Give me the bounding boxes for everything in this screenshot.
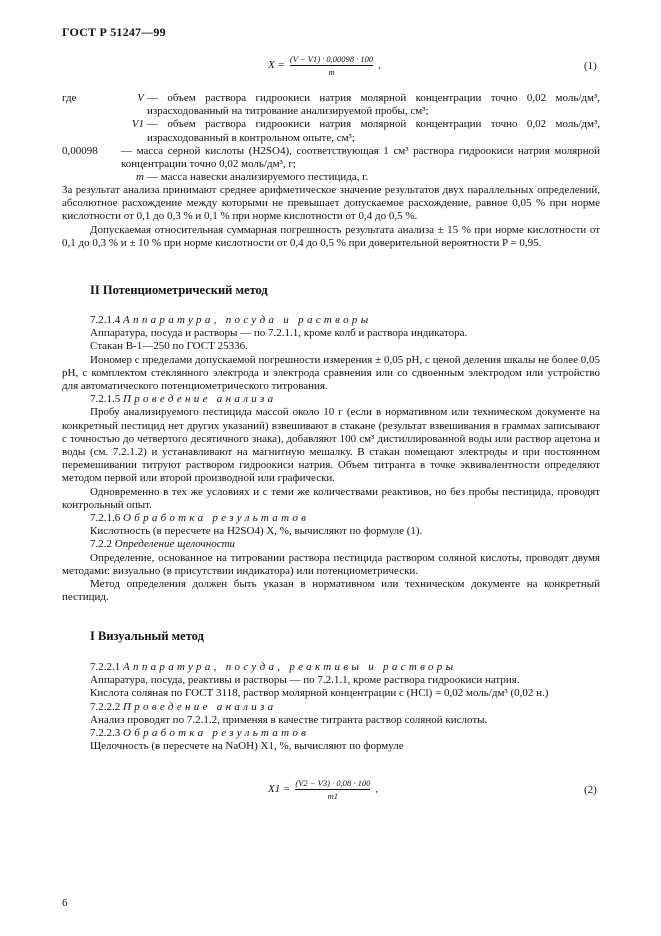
subsection-number: 7.2.2.2	[90, 700, 121, 713]
formula-2-denominator: m1	[295, 789, 370, 801]
formula-2-number: (2)	[584, 784, 597, 796]
subsection-number: 7.2.1.5	[90, 393, 121, 406]
definition-symbol: m	[136, 171, 144, 184]
subsection-heading	[62, 661, 600, 674]
paragraph: Метод определения должен быть указан в нормативном или техническом документе на конкретный пестицид.	[62, 578, 600, 604]
formula-2-tail: ,	[375, 782, 379, 795]
subsection-heading	[62, 538, 600, 551]
paragraph: Кислотность (в пересчете на H2SO4) X, %, вычисляют по формуле (1).	[90, 525, 423, 538]
subsection-title: Проведение анализа	[123, 393, 277, 406]
formula-1	[268, 54, 381, 77]
subsection-number: 7.2.2.1	[90, 661, 121, 673]
page-header: ГОСТ Р 51247—99	[62, 25, 166, 39]
definitions-list	[62, 92, 600, 184]
subsection-title: Проведение анализа	[123, 700, 277, 713]
section-potentiometric-body	[62, 314, 600, 604]
definition-row	[62, 92, 600, 118]
definition-symbol: V	[137, 92, 144, 104]
formula-1-number: (1)	[584, 60, 597, 72]
paragraph: Определение, основанное на титровании раствора пестицида раствором соляной кислоты, проводят двумя методами: визуально (в присутствии индикатора) или потенциометрически.	[62, 551, 600, 577]
definition-text: — масса навески анализируемого пестицида, г.	[147, 171, 369, 184]
formula-1-numerator: (V − V1) · 0,00098 · 100	[289, 54, 374, 64]
definition-row	[62, 118, 600, 144]
definition-row	[62, 145, 600, 171]
paragraph: Иономер с пределами допускаемой погрешности измерения ± 0,05 pH, с ценой деления шкалы не более 0,05 pH, с комплектом стеклянного электрода и электрода сравнения или со сдвоенным электродом или устройство для автоматического потенциометрического титрования.	[62, 353, 600, 393]
section-visual-body	[62, 661, 600, 753]
subsection-number: 7.2.2.3	[90, 727, 121, 740]
subsection-title: Определение щелочности	[114, 538, 236, 551]
subsection-title: Обработка результатов	[123, 727, 310, 740]
paragraph-result: За результат анализа принимают среднее арифметическое значение результатов двух параллельных определений, абсолютное расхождение между которыми не превышает допускаемое расхождение, равное 0,05 % при норме кислотности от 0,1 до 0,3 % и 0,1 % при норме кислотности от 0,4 до 0,5 %.	[62, 184, 600, 223]
definition-text: — объем раствора гидроокиси натрия молярной концентрации точно 0,02 моль/дм³, израсходованный на титрование анализируемой пробы, см³;	[147, 92, 600, 118]
formula-2	[268, 778, 378, 801]
definition-head: 0,00098	[62, 144, 98, 157]
definition-text: — объем раствора гидроокиси натрия молярной концентрации точно 0,02 моль/дм³, израсходованный в контрольном опыте, см³;	[147, 118, 600, 144]
subsection-heading	[62, 314, 600, 327]
subsection-number: 7.2.2	[90, 538, 112, 551]
subsection-heading	[62, 512, 600, 525]
subsection-heading	[62, 393, 600, 406]
formula-2-lhs: X1 =	[268, 782, 291, 795]
formula-1-tail: ,	[378, 58, 381, 71]
subsection-title: Обработка результатов	[123, 512, 310, 525]
page-number: 6	[62, 897, 68, 909]
paragraph: Анализ проводят по 7.2.1.2, применяя в качестве титранта раствор соляной кислоты.	[90, 713, 488, 726]
subsection-title: Аппаратура, посуда и растворы	[123, 314, 372, 326]
definition-row	[62, 171, 600, 184]
paragraph: Щелочность (в пересчете на NaOH) X1, %, вычисляют по формуле	[90, 740, 404, 753]
subsection-number: 7.2.1.4	[90, 314, 121, 326]
formula-1-lhs: X =	[268, 58, 285, 71]
subsection-heading	[62, 727, 600, 740]
paragraph: Аппаратура, посуда и растворы — по 7.2.1.1, кроме колб и раствора индикатора.	[90, 327, 468, 340]
section-title-visual: I Визуальный метод	[90, 629, 204, 643]
subsection-title: Аппаратура, посуда, реактивы и растворы	[123, 661, 457, 673]
paragraph-error: Допускаемая относительная суммарная погрешность результата анализа ± 15 % при норме кислотности от 0,1 до 0,3 % и ± 10 % при норме кислотности от 0,4 до 0,5 % при доверительной вероятности P = 0,95.	[62, 223, 600, 249]
formula-1-denominator: m	[290, 65, 373, 77]
formula-2-numerator: (V2 − V3) · 0,08 · 100	[295, 778, 371, 788]
definition-head: где	[62, 92, 77, 104]
section-title-potentiometric: II Потенциометрический метод	[90, 283, 268, 297]
paragraph: Аппаратура, посуда, реактивы и растворы — по 7.2.1.1, кроме раствора гидроокиси натрия.	[90, 674, 520, 687]
definition-text: — масса серной кислоты (H2SO4), соответствующая 1 см³ раствора гидроокиси натрия молярной концентрации точно 0,02 моль/дм³, г;	[121, 144, 600, 171]
paragraph: Одновременно в тех же условиях и с теми же количествами реактивов, но без пробы пестицида, проводят контрольный опыт.	[62, 485, 600, 511]
result-paragraphs	[62, 184, 600, 250]
paragraph: Пробу анализируемого пестицида массой около 10 г (если в нормативном или техническом документе на конкретный пестицид нет других указаний) взвешивают в стакане (результат взвешивания в граммах записывают с точностью до четвертого десятичного знака), добавляют 100 см³ дистиллированной воды или раствор ацетона и воды (см. 7.2.1.2) и устанавливают на магнитную мешалку. В стакан помещают электроды и при постоянном перемешивании титруют раствором гидроокиси натрия. Объем титранта в точке эквивалентности определяют методом первой или второй производной или графически.	[62, 406, 600, 485]
paragraph: Стакан В-1—250 по ГОСТ 25336.	[90, 340, 248, 353]
paragraph: Кислота соляная по ГОСТ 3118, раствор молярной концентрации c (HCl) = 0,02 моль/дм³ (0,02 н.)	[90, 687, 549, 700]
subsection-heading	[62, 701, 600, 714]
subsection-number: 7.2.1.6	[90, 512, 121, 525]
definition-symbol: V1	[131, 118, 144, 131]
